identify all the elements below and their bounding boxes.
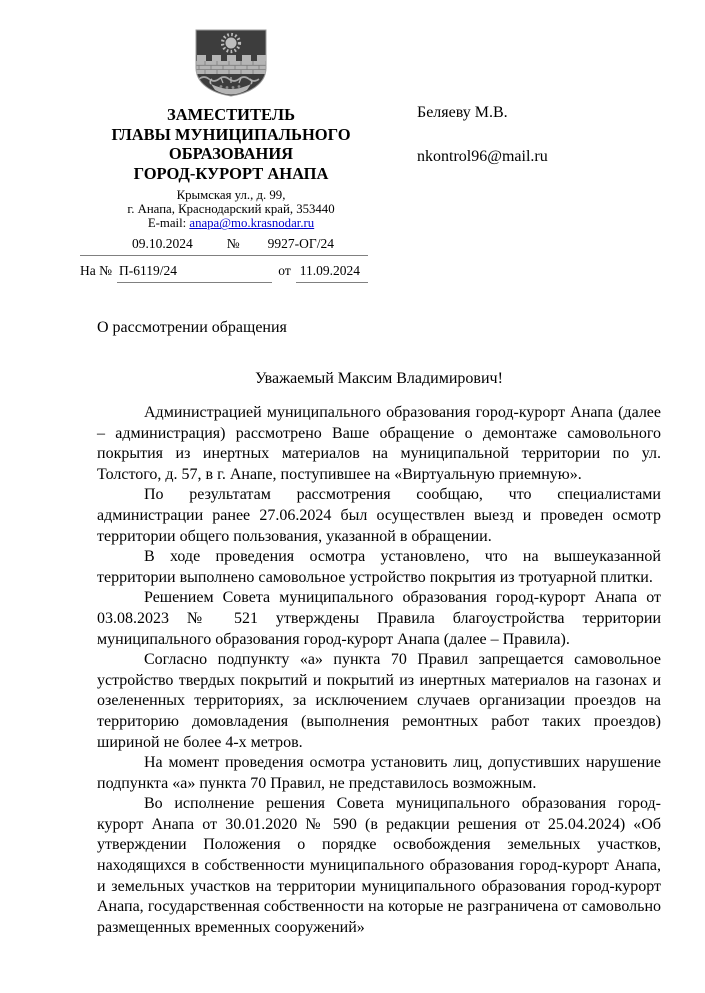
org-name-line: ЗАМЕСТИТЕЛЬ bbox=[167, 105, 295, 124]
org-name bbox=[85, 105, 377, 183]
incoming-date: 11.09.2024 bbox=[299, 263, 360, 278]
anapa-coat-of-arms-icon bbox=[189, 28, 273, 98]
recipient-block bbox=[417, 104, 548, 166]
org-name-line: ГЛАВЫ МУНИЦИПАЛЬНОГО bbox=[111, 124, 351, 144]
body-paragraph: Решением Совета муниципального образования город-курорт Анапа от 03.08.2023 № 521 утверждены Правила благоустройства территории муниципального образования город-курорт Анапа (далее – Правила). bbox=[97, 589, 661, 648]
outgoing-number: 9927-ОГ/24 bbox=[267, 236, 334, 251]
email-line bbox=[85, 216, 377, 230]
reference-block bbox=[80, 236, 368, 283]
from-label: от bbox=[278, 263, 291, 278]
body-paragraph: В ходе проведения осмотра установлено, что на вышеуказанной территории выполнено самовольное устройство покрытия из тротуарной плитки. bbox=[97, 548, 661, 586]
org-email-link[interactable]: anapa@mo.krasnodar.ru bbox=[189, 216, 315, 231]
incoming-number: П-6119/24 bbox=[119, 263, 177, 278]
subject-line: О рассмотрении обращения bbox=[97, 319, 287, 336]
recipient-email: nkontrol96@mail.ru bbox=[417, 148, 548, 165]
body-paragraph: На момент проведения осмотра установить лиц, допустивших нарушение подпункта «а» пункта 70 Правил, не представилось возможным. bbox=[97, 754, 661, 792]
recipient-name: Беляеву М.В. bbox=[417, 104, 508, 121]
incoming-reference-line bbox=[80, 263, 368, 283]
body-paragraph: Согласно подпункту «а» пункта 70 Правил запрещается самовольное устройство твердых покрытий и покрытий из инертных материалов на газонах и озелененных территориях, за исключением случаев организации проездов на территорию домовладения (выполнения ремонтных работ таких проездов) шириной не более 4-х метров. bbox=[97, 651, 661, 751]
salutation: Уважаемый Максим Владимирович! bbox=[255, 370, 503, 387]
incoming-number-blank bbox=[117, 263, 272, 283]
incoming-date-blank bbox=[296, 263, 368, 283]
address-city: г. Анапа, Краснодарский край, 353440 bbox=[127, 202, 335, 217]
org-address bbox=[85, 188, 377, 231]
body-paragraph: По результатам рассмотрения сообщаю, что специалистами администрации ранее 27.06.2024 был осуществлен выезд и проведен осмотр территории общего пользования, указанной в обращении. bbox=[97, 486, 661, 545]
org-name-line: ОБРАЗОВАНИЯ bbox=[168, 144, 294, 163]
email-label: E-mail: bbox=[147, 216, 190, 231]
reply-prefix: На № bbox=[80, 263, 112, 278]
body-paragraph: Администрацией муниципального образования город-курорт Анапа (далее – администрация) рассмотрено Ваше обращение о демонтаже самовольного покрытия из инертных материалов на муниципальной территории по ул. Толстого, д. 57, в г. Анапе, поступившее на «Виртуальную приемную». bbox=[97, 404, 661, 483]
letterhead bbox=[85, 28, 377, 231]
org-name-line: ГОРОД-КУРОРТ АНАПА bbox=[133, 163, 329, 183]
outgoing-date: 09.10.2024 bbox=[132, 236, 193, 251]
outgoing-reference-line bbox=[80, 236, 368, 256]
body-paragraph: Во исполнение решения Совета муниципального образования город-курорт Анапа от 30.01.2020 № 590 (в редакции решения от 25.04.2024) «Об утверждении Положения о порядке освобождения земельных участков, находящихся в собственности муниципального образования город-курорт Анапа, и земельных участков на территории муниципального образования город-курорт Анапа, государственная собственности на которые не разграничена от самовольно размещенных временных сооружений» bbox=[97, 795, 661, 936]
address-street: Крымская ул., д. 99, bbox=[176, 188, 286, 202]
number-sign: № bbox=[226, 236, 240, 251]
letter-body bbox=[97, 403, 661, 938]
